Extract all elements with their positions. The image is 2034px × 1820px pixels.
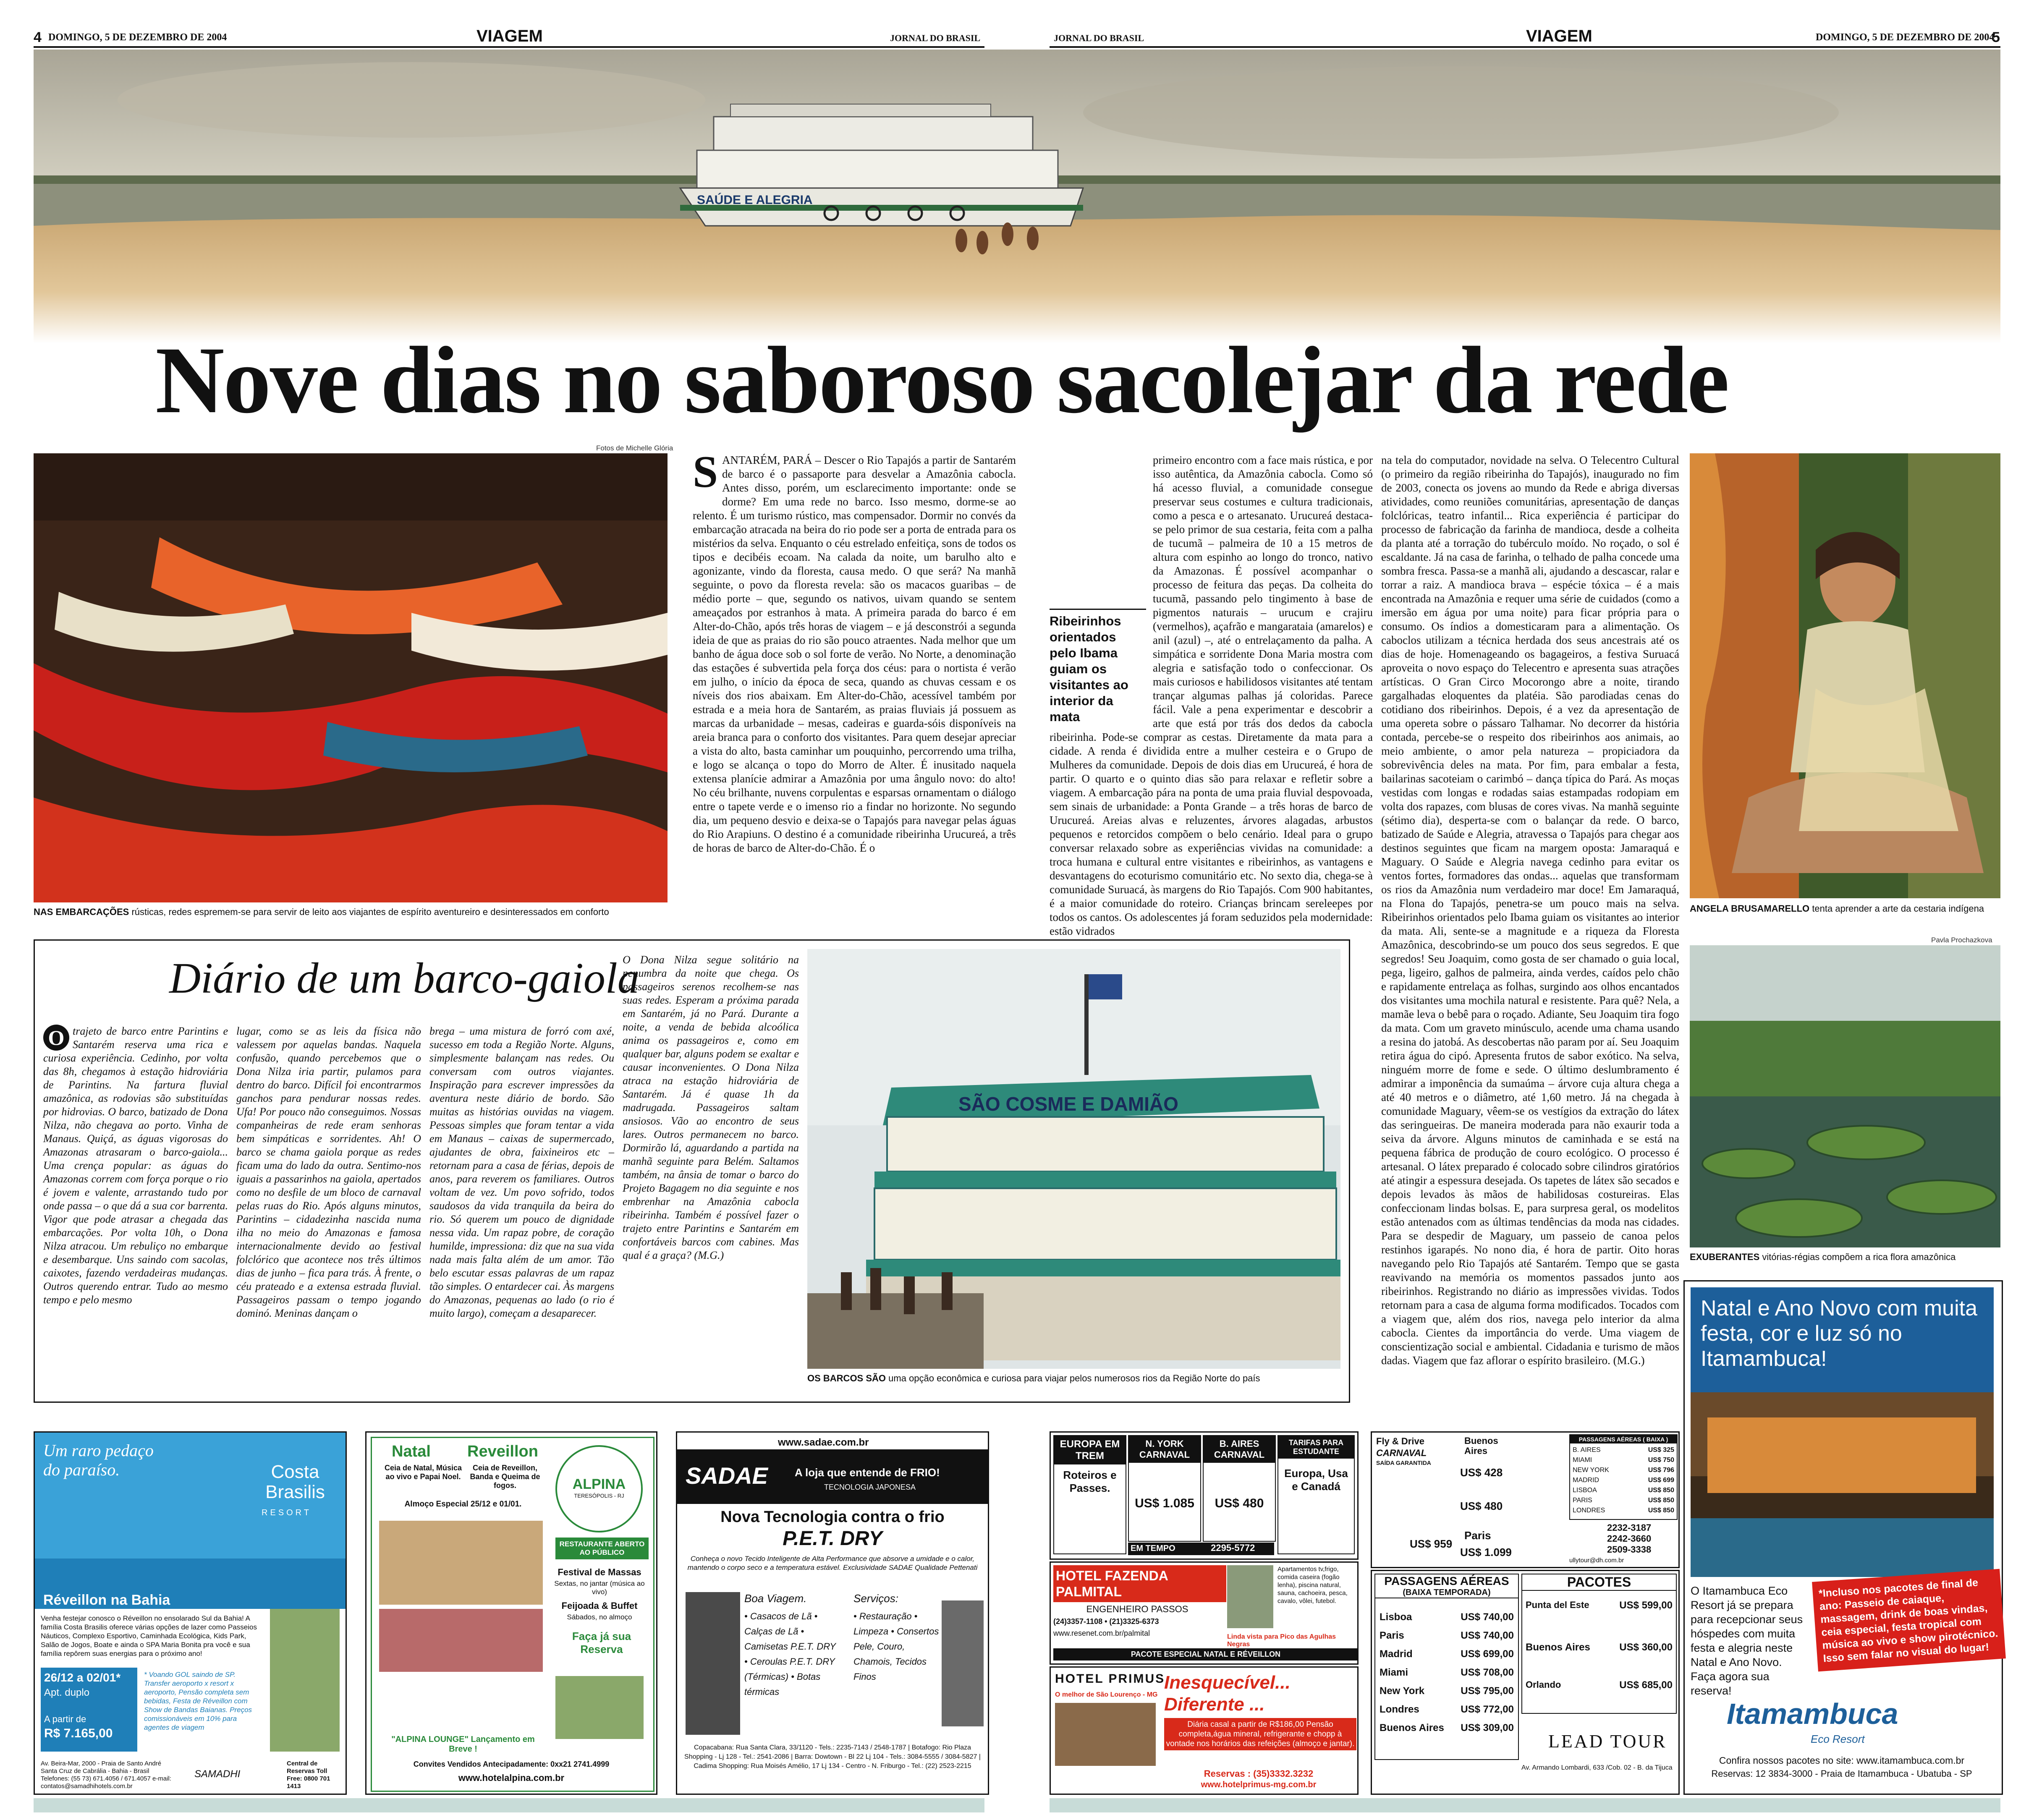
sadae-title: Nova Tecnologia contra o frio	[720, 1508, 945, 1526]
alpina-photo-1	[379, 1521, 543, 1605]
costa-reveillon: Réveillon na Bahia	[43, 1592, 170, 1608]
ad-palmital[interactable]	[1050, 1561, 1359, 1665]
ully-city: MIAMI	[1573, 1457, 1592, 1464]
caption-text: uma opção econômica e curiosa para viajar pelos numerosos rios da Região Norte do país	[888, 1373, 1260, 1383]
caption-hammocks	[34, 907, 672, 918]
lead-passagens-box	[1374, 1574, 1519, 1760]
itamambuca-banner	[1691, 1287, 1994, 1577]
caption-text: tenta aprender a arte da cestaria indígena	[1812, 903, 1984, 914]
page-number-left: 4	[34, 29, 42, 45]
ully-city: NEW YORK	[1573, 1467, 1609, 1474]
diario-text-3: brega – uma mistura de forró com axé, sucesso em toda a Região Norte. Alguns, simplesmente balançam nas redes. Ou conversam com outros viajantes. Inspiração para escrever impressões da aventura neste diário de bordo. São muitas as histórias ouvidas na viagem. Pessoas simples que foram tentar a vida em Manaus – caixas de supermercado, ajudantes de obra, faixineiros etc – retornam para a casa de férias, depois de anos, para reverem os familiares. Outros voltam de vez. Um povo sofrido, todos saudosos da vida tranquila da beira do rio. Só querem um pouco de dignidade nessa vida. Um rapaz pobre, de coração humilde, impressiona: diz que na sua vida nada mais falta além de um amor. Tão belo escutar essas palavras de um rapaz tão simples. O entardecer cai. Às margens do Amazonas, pequenas ao lado (o rio é muito largo), começam a desaparecer.	[429, 1025, 615, 1319]
article-text-1: ANTARÉM, PARÁ – Descer o Rio Tapajós a partir de Santarém de barco é o passaporte para desvelar a Amazônia cabocla. Antes disso, porém, um esclarecimento importante: onde se dorme? Em uma rede no barco. Isso mesmo, dorme-se ao relento. É um turismo rústico, mas compensador. Dormir no convés da embarcação atracada na beira do rio pode ser a porta de entrada para os mistérios da selva. Enquanto o céu estrelado enfeitiça, sons de todos os tipos e decibéis ecoam. Na calada da noite, um barulho alto e agonizante, vindo da floresta, causa medo. O que será? Na manhã seguinte, o povo da floresta revela: são os macacos guaribas – de médio porte – que, segundo os nativos, uivam quando se sentem ameaçados por estranhos à mata. A primeira parada do barco é em Alter-do-Chão, após três horas de viagem – e já desconstrói a segunda ideia de que as praias do rio são pouco atraentes. Nada melhor que um banho de água doce sob o sol forte de verão. No Norte, a denominação das estações é subvertida pela força dos céus: para o nortista é verão em julho, o início da época de seca, quando as chuvas cessam e os níveis dos rios abaixam. Em Alter-do-Chão, acessível também por estrada e a meia hora de Santarém, as praias fluviais já possuem as marcas da urbanidade – mesas, cadeiras e guarda-sóis disponíveis na areia branca para o conforto dos visitantes. Para quem desejar apreciar a vista do alto, basta caminhar um pouquinho, percorrendo uma trilha, e logo se alcança o topo do Morro de Alter. É inusitado naquela extensa planície admirar a Amazônia por uma ângulo novo: do alto! No céu brilhante, nuvens corpulentas e esparsas ornamentam o diálogo entre o tapete verde e o imenso rio a findar no horizonte. No segundo dia, um pequeno desvio e deixa-se o Tapajós para navegar pelas águas do Rio Arapiuns. O destino é a comunidade ribeirinha Urucureá, a três de horas de barco de Alter-do-Chão. É o	[693, 454, 1016, 854]
lead-price: US$ 772,00	[1461, 1704, 1514, 1715]
costa-central: Central de Reservas Toll Free: 0800 701 1413	[287, 1760, 330, 1790]
ully-price: US$ 850	[1648, 1507, 1674, 1514]
tarifas-baires: B. AIRES CARNAVAL	[1204, 1436, 1275, 1463]
sadae-model-photo-2	[942, 1600, 984, 1726]
boat-name: SAÚDE E ALEGRIA	[697, 193, 813, 207]
article-column-2	[1050, 453, 1373, 937]
lead-price: US$ 309,00	[1461, 1722, 1514, 1734]
sadae-brand: SADAE	[686, 1462, 768, 1489]
section-right: VIAGEM	[1526, 27, 1592, 45]
ully-prices	[1648, 1445, 1674, 1516]
sao-cosme-damiao-boat-image	[807, 949, 1340, 1369]
sadae-col2: • Restauração • Limpeza • Consertos Pele, Couro, Chamois, Tecidos Finos	[853, 1611, 939, 1682]
lead-city: Buenos Aires	[1380, 1722, 1444, 1734]
ad-sadae[interactable]	[676, 1431, 989, 1795]
primus-title: Inesquecível... Diferente ...	[1164, 1672, 1291, 1715]
alpina-photo-3	[555, 1676, 644, 1739]
alpina-feijoada: Feijoada & Buffet	[561, 1600, 638, 1611]
costa-slogan: Um raro pedaço do paraíso.	[43, 1441, 154, 1479]
footer-band-left	[34, 1798, 984, 1812]
diario-column-2	[236, 1025, 421, 1390]
alpina-convites: Convites Vendidos Antecipadamente: 0xx21 2741.4999	[413, 1760, 610, 1768]
itamambuca-site: Confira nossos pacotes no site: www.itamambuca.com.br	[1719, 1755, 1965, 1766]
ully-price: US$ 325	[1648, 1446, 1674, 1454]
lead-p1: Punta del Este	[1526, 1600, 1589, 1610]
tarifas-europa-box	[1053, 1435, 1126, 1554]
palmital-phones: (24)3357-1108 • (21)3325-6373	[1053, 1617, 1159, 1626]
costa-address: Av. Beira-Mar, 2000 - Praia de Santo André Santa Cruz de Cabrália - Bahia - Brasil Telefones: (55 73) 671.4056 / 671.4057 e-mail: contatos@samadhihotels.com.br	[41, 1760, 172, 1790]
article-text-2: primeiro encontro com a face mais rústica, e por isso autêntica, da Amazônia cabocla. Como só há acesso fluvial, a comunidade consegue preservar seus costumes e cultura tradicionais, como a pesca e o artesanato. Urucureá destaca-se pelo primor de sua cestaria, feita com a palha de tucumã – palmeira de 10 a 15 metros de altura com espinho ao longo do tronco, nativo da Amazonas. É possível acompanhar o processo de feitura das peças. Da colheita do tucumã, passando pelo tingimento à base de pigmentos naturais – urucum e crajiru (vermelhos), açafrão e mangarataia (amarelos) e anil (azul) –, até o entrelaçamento da palha. A simpática e sorridente Dona Maria mostra com alegria e satisfação todo o confeccionar. Os mais curiosos e habilidosos visitantes até tentam trançar algumas palhas já coloridas. Parece fácil. Vale a pena experimentar e descobrir a arte que está por trás dos dedos da cabocla ribeirinha. Pode-se comprar as cestas. Diretamente da mata para a cidade. A renda é dividida entre a mulher cesteira e o Grupo de Mulheres da comunidade. Depois de dois dias em Urucureá, é hora de partir. O quarto e o quinto dias são para relaxar e refletir sobre a viagem. A embarcação pára na ponta de uma praia fluvial despovoada, sem sinais de urbanidade: a Ponta Grande – a três horas de barco de Urucureá. Areias alvas e reluzentes, árvores alagadas, arbustos pequenos e retorcidos compõem o belo cenário. Ideal para o grupo conversar relaxado sobre as experiências vividas na comunidade: a troca humana e cultural entre visitantes e ribeirinhos, as vantagens e desvantagens do ecoturismo comunitário etc. No sexto dia, chega-se à comunidade Suruacá, às margens do Rio Tapajós. Com 900 habitantes, é a maior comunidade do roteiro. Crianças brincam sereleepes por todos os cantos. Os adolescentes já foram seduzidos pela modernidade: estão vidrados	[1050, 454, 1373, 937]
diario-text-1: trajeto de barco entre Parintins e Santarém reserva uma rica e curiosa experiência. Cedinho, por volta das 8h, chegamos à estação hidroviária de Parintins. Na fartura fluvial amazônica, as rodovias são substituídas por hidrovias. O barco, batizado de Dona Nilza, não chegava ao porto. Vinha de Manaus. Quiçá, as águas vigorosas do Amazonas atrasaram o barco-gaiola... Uma crença popular: as águas do Amazonas correm com força porque o rio é jovem e valente, arrastando tudo por onde passa – o que dá a sua cor barrenta. Vigor que pode atrasar a chegada das embarcações. Por volta 10h, o Dona Nilza atracou. Um rebuliço no embarque e desembarque. Uns saindo com sacolas, caixotes, fazendo verdadeiras mudanças. Outros querendo entrar. Tudo ao mesmo tempo e pelo mesmo	[43, 1025, 228, 1306]
photo-credit: Pavla Prochazkova	[1931, 936, 1992, 944]
itamambuca-sub: Eco Resort	[1811, 1733, 1865, 1745]
costa-sub: RESORT	[262, 1508, 312, 1517]
lead-price: US$ 740,00	[1461, 1611, 1514, 1623]
palmital-title: HOTEL FAZENDA PALMITAL	[1053, 1565, 1226, 1602]
lead-city: New York	[1380, 1685, 1425, 1697]
diario-text-2: lugar, como se as leis da física não valessem por aquelas bandas. Naquela confusão, quando percebemos que o Dona Nilza iria partir, pulamos para dentro do barco. Difícil foi encontrarmos ganchos para pendurar nossas redes. Ufa! Por pouco não conseguimos. Nossas companheiras de rede eram senhoras bem simpáticas e sorridentes. Ah! O barco se chama gaiola porque as redes ficam uma do lado da outra. Sentimo-nos iguais a passarinhos na gaiola, apertados como no desfile de um bloco de carnaval pelas ruas do Rio. Após alguns minutos, Parintins – cidadezinha nascida numa ilha no meio do Amazonas e famosa internacionalmente devido ao festival folclórico que acontece nos três últimos dias de junho – fica para trás. À frente, o céu prateado e a extensa estrada fluvial. Passageiros passam o tempo jogando dominó. Meninas dançam o	[236, 1025, 421, 1319]
ully-price4: US$ 1.099	[1460, 1546, 1512, 1559]
lead-cities	[1380, 1608, 1444, 1737]
costa-samadhi: SAMADHI	[194, 1768, 241, 1780]
paper-name-left: JORNAL DO BRASIL	[890, 33, 981, 43]
costa-price: R$ 7.165,00	[44, 1726, 113, 1740]
barco-gaiola-photo	[807, 949, 1340, 1369]
ad-ully-tour[interactable]	[1371, 1431, 1680, 1568]
caption-barco	[807, 1373, 1340, 1384]
lead-pacotes-box	[1521, 1574, 1677, 1714]
costa-voo: * Voando GOL saindo de SP. Transfer aeroporto x resort x aeroporto, Pensão completa sem bebidas, Festa de Réveillon com Show de Bandas Baianas. Preços comissionáveis em 10% para agentes de viagem	[144, 1671, 252, 1731]
primus-brand: HOTEL PRIMUS	[1055, 1672, 1165, 1686]
sadae-col2-title: Serviços:	[853, 1592, 898, 1605]
tarifas-roteiros: Roteiros e Passes.	[1063, 1469, 1117, 1494]
alpina-sub: TERESÓPOLIS - RJ	[574, 1493, 624, 1499]
tarifas-baires-box	[1203, 1435, 1276, 1542]
ully-price: US$ 850	[1648, 1487, 1674, 1494]
lead-prices	[1461, 1608, 1514, 1737]
ully-email: ullytour@dh.com.br	[1569, 1557, 1624, 1564]
caption-text: rústicas, redes espremem-se para servir de leito aos viajantes de espírito aventureiro e desinteressados em conforto	[131, 907, 609, 917]
lead-price: US$ 795,00	[1461, 1685, 1514, 1697]
header-rule-right	[1050, 46, 2000, 48]
primus-offer: Diária casal a partir de R$186,00 Pensão completa,água mineral, refrigerante e chopp à vontade nos horários das refeições (almoço e jantar).	[1164, 1718, 1356, 1750]
lead-address: Av. Armando Lombardi, 633 /Cob. 02 - B. da Tijuca	[1521, 1764, 1673, 1771]
sadae-lojas: Copacabana: Rua Santa Clara, 33/1120 - Tels.: 2235-7143 / 2548-1787 | Botafogo: Rio Plaza Shopping - Lj 128 - Tel.: 2541-2086 | Barra: Dowtown - Bl 22 Lj 104 - Tels.: 3084-5555 / 3084-5827 | Cadima Shopping: Rua Moisés Amélio, 17 Lj 134 - Centro - N. Friburgo - Tel.: (22) 2523-2215	[684, 1744, 981, 1770]
lead-brand: LEAD TOUR	[1548, 1731, 1667, 1752]
paper-name-right: JORNAL DO BRASIL	[1054, 33, 1144, 43]
ad-tarifas[interactable]	[1050, 1431, 1359, 1560]
ad-hotel-alpina[interactable]	[365, 1431, 657, 1795]
date-left: DOMINGO, 5 DE DEZEMBRO DE 2004	[48, 32, 227, 43]
lead-pacotes: PACOTES	[1522, 1574, 1676, 1591]
alpina-faca: Faça já sua Reserva	[572, 1630, 631, 1655]
costa-dates: 26/12 a 02/01*	[44, 1671, 121, 1684]
tarifas-estudante-box	[1277, 1435, 1355, 1554]
lead-price: US$ 699,00	[1461, 1648, 1514, 1660]
itamambuca-logo	[1727, 1697, 1898, 1731]
article-text-3: na tela do computador, novidade na selva. O Telecentro Cultural (o primeiro da região ribeirinha do Tapajós), inaugurado no fim de 2003, conecta os jovens ao mundo da Rede e abriga diversas atividades, como reuniões comunitárias, apresentação de danças folclóricas, teatro infantil... Rica experiência é participar do processo de fabricação da farinha de mandioca, desde a colheita da planta até a torração do tubérculo moído. No roçado, o sol é escaldante. Já na casa de farinha, o telhado de palha concede uma sombra fresca. Passa-se a manhã ali, ajudando a descascar, ralar e torrar a raiz. A mandioca brava – espécie tóxica – é a mais encontrada na Amazônia e requer uma série de cuidados (como a imersão em água por uma noite) para ficar própria para o consumo. Os índios a domesticaram para a alimentação. Os caboclos utilizam a técnica herdada dos seus ancestrais até os dias de hoje. Homenageando os bagageiros, a festiva Suruacá aproveita o novo espaço do Telecentro e apresenta suas atrações artísticas. O Gran Circo Mocorongo abre a noite, tirando gargalhadas eloquentes da platéia. São parodiadas cenas do cotidiano dos ribeirinhos. Depois, é a vez da apresentação de uma opereta sobre o pássaro Talhamar. No decorrer da história contada, percebe-se o respeito dos ribeirinhos aos animais, ao meio ambiente, o amor pela natureza – propiciadora da sobrevivência deles na mata. Por fim, para embalar a festa, bailarinas sacoteiam o carimbó – dança típica do Pará. As moças vestidas com longas e rodadas saias estampadas rodopiam em volta dos rapazes, com blusas de cores vivas. Na manhã seguinte (sétimo dia), desperta-se com o balançar da rede. O barco, batizado de Saúde e Alegria, atravessa o Tapajós para chegar aos destinos seguintes que ficam na margem oposta: Jamaraquá e Maguary. O Saúde e Alegria navega cedinho para evitar os ventos fortes, formadores das ondas... aquelas que transformam os rios da Amazônia num verdadeiro mar doce! Em Jamaraquá, na Flona do Tapajós, penetra-se um pouco mais na selva. Ribeirinhos orientados pelo Ibama guiam os visitantes ao interior da mata. Ali, sente-se a magnitude e a riqueza da Floresta Amazônica, descobrindo-se um pouco dos seus segredos. E que segredos! Seu Joaquim, como gosta de ser chamado o guia local, pega, ligeiro, galhos de palmeira, ainda verdes, caídos pelo chão e rapidamente entrelaça as folhas, surgindo aos olhos encantados dos visitantes uma mochila natural e resistente. Para quê? Nela, a mamãe leva o bebê para o roçado. Adiante, Seu Joaquim tira fogo da mata. Com um graveto minúsculo, acende uma chama usando a resina do jatobá. As descobertas não param por aí. Seu Joaquim retira água do cipó. Apresenta frutos de sabor exótico. Na selva, ninguém morre de fome e sede. O último deslumbramento é admirar a imponência da sumaúma – árvore cuja altura chega a até 40 metros e o diâmetro, até 1,60 metro. Já na chegada à comunidade Maguary, vêem-se os vestígios da extração do látex das seringueiras. De maneira moderada para não exaurir toda a seiva da árvore. Alguns minutos de caminhada e se está na pequena fábrica de produção de couro ecológico. O processo é artesanal. O látex preparado é colocado sobre cilindros giratórios até atingir a espessura desejada. Os tapetes de látex são secados e depois levados às mãos de habilidosas costureiras. Elas confeccionam lindas bolsas. E, para surpresa geral, os modelitos estão antenados com as últimas tendências da moda nas cidades. Para se despedir de Maguary, um passeio de canoa pelos restinhos igarapés. No nono dia, é hora de partir. Oito horas navegando pelo Rio Tapajós até Santarém. Tempo que se gasta reavivando na memória os momentos passados junto aos ribeirinhos. Registrando no diário as impressões vividas. Todos retornam para a casa de alguma forma modificados. Tocados com a viagem que, além dos rios, navega pelo interior da alma cabocla. Cientes da importância do verde. Uma viagem de conscientização social e ambiental. Cidadania e turismo de mãos dadas. Viagem que faz aflorar o espírito brasileiro. (M.G.)	[1381, 454, 1680, 1367]
date-right: DOMINGO, 5 DE DEZEMBRO DE 2004	[1816, 32, 1995, 43]
tarifas-estudante-sub: Europa, Usa e Canadá	[1284, 1467, 1348, 1493]
ully-city: LISBOA	[1573, 1487, 1597, 1494]
caption-lilies	[1690, 1252, 2000, 1263]
section-left: VIAGEM	[476, 27, 543, 45]
ully-price: US$ 850	[1648, 1497, 1674, 1504]
alpina-site: www.hotelalpina.com.br	[458, 1773, 565, 1783]
ully-carnaval: CARNAVAL	[1376, 1448, 1427, 1458]
page-number-right: 5	[1992, 29, 2000, 45]
sadae-tag: A loja que entende de FRIO!	[795, 1466, 940, 1479]
costa-photo-strip	[270, 1609, 340, 1752]
ully-city: PARIS	[1573, 1497, 1592, 1504]
ully-pass-title: PASSAGENS AÉREAS ( BAIXA )	[1570, 1435, 1677, 1443]
sadae-desc: Conheça o novo Tecido Inteligente de Alta Performance que absorve a umidade e o calor, mantendo o corpo seco e a temperatura estável. Exclusividade SADAE Qualidade Pettenati	[687, 1555, 978, 1572]
diario-column-1	[43, 1025, 228, 1390]
lead-pass-sub: (BAIXA TEMPORADA)	[1375, 1588, 1518, 1598]
lead-price: US$ 708,00	[1461, 1667, 1514, 1678]
lead-pass-title: PASSAGENS AÉREAS	[1384, 1574, 1509, 1587]
lead-p3-price: US$ 685,00	[1619, 1679, 1673, 1691]
diario-text-4: O Dona Nilza segue solitário na penumbra da noite que chega. Os passageiros serenos recolhem-se nas suas redes. Esperam a próxima parada em Santarém, já no Pará. Durante a noite, a venda de bebida alcoólica anima os passageiros e, como em qualquer bar, alguns podem se exaltar e causar inconvenientes. O Dona Nilza atraca na estação hidroviária de Santarém. Já é quase 1h da madrugada. Passageiros saltam ansiosos. Vão ao encontro de seus lares. Outros permanecem no barco. Dormirão lá, aguardando a partida na manhã seguinte para Belém. Saltamos também, na ânsia de tomar o barco do Projeto Bagagem no dia seguinte e nos embrenhar na Amazônia cabocla ribeirinha. Também é possível fazer o trajeto entre Parintins e Santarém em confortáveis barcos com cabines. Mas qual é a graça? (M.G.)	[623, 954, 799, 1261]
ully-price1: US$ 428	[1460, 1466, 1503, 1479]
sadae-model-photo	[686, 1592, 740, 1735]
footer-band-right	[1050, 1798, 2000, 1812]
alpina-photo-2	[379, 1609, 543, 1672]
lead-p2: Buenos Aires	[1526, 1642, 1590, 1653]
article-column-1	[693, 447, 1016, 915]
palmital-pacote: PACOTE ESPECIAL NATAL E RÉVEILLON	[1053, 1648, 1358, 1660]
sadae-site: www.sadae.com.br	[778, 1437, 869, 1448]
drop-cap: S	[693, 447, 718, 497]
ully-price3: US$ 959	[1410, 1538, 1453, 1550]
diario-column-4	[623, 953, 799, 1390]
ully-city: MADRID	[1573, 1477, 1599, 1484]
tarifas-europa: EUROPA EM TREM	[1054, 1436, 1126, 1464]
lead-city: Londres	[1380, 1704, 1419, 1715]
tarifas-nyork-price: US$ 1.085	[1135, 1496, 1194, 1510]
alpina-brand: ALPINA	[572, 1476, 626, 1492]
basket-weaver-photo	[1690, 453, 2000, 898]
costa-price-box	[41, 1668, 137, 1752]
tarifas-estudante: TARIFAS PARA ESTUDANTE	[1278, 1436, 1354, 1459]
alpina-rest: RESTAURANTE ABERTO AO PÚBLICO	[555, 1538, 649, 1559]
itamambuca-title: Natal e Ano Novo com muita festa, cor e luz só no Itamambuca!	[1701, 1296, 1977, 1371]
palmital-photo	[1227, 1565, 1273, 1628]
tarifas-baires-price: US$ 480	[1215, 1496, 1264, 1510]
ully-flydrive: Fly & Drive	[1376, 1436, 1424, 1446]
ully-price: US$ 699	[1648, 1477, 1674, 1484]
ully-price2: US$ 480	[1460, 1500, 1503, 1512]
sadae-col1-title: Boa Viagem.	[744, 1592, 807, 1605]
palmital-site: www.resenet.com.br/palmital	[1053, 1629, 1150, 1637]
header-rule-left	[34, 46, 984, 48]
pull-quote: Ribeirinhos orientados pelo Ibama guiam os visitantes ao interior da mata	[1050, 609, 1146, 725]
hammocks-photo	[34, 453, 668, 902]
palmital-vista: Linda vista para Pico das Agulhas Negras	[1227, 1633, 1336, 1648]
costa-from: A partir de	[44, 1714, 86, 1724]
alpina-logo	[555, 1445, 643, 1532]
caption-text: vitórias-régias compõem a rica flora amazônica	[1762, 1252, 1956, 1262]
photo-credit: Fotos de Michelle Glória	[596, 444, 673, 452]
itamambuca-body: O Itamambuca Eco Resort já se prepara para recepcionar seus hóspedes com muita festa e alegria neste Natal e Ano Novo. Faça agora sua reserva!	[1691, 1585, 1803, 1697]
resort-image	[1691, 1392, 1994, 1577]
ad-hotel-primus[interactable]	[1050, 1666, 1359, 1795]
diario-box	[34, 939, 1350, 1403]
alpina-lounge: "ALPINA LOUNGE" Lançamento em Breve !	[391, 1735, 535, 1754]
alpina-feijoada-sub: Sábados, no almoço	[567, 1613, 632, 1621]
caption-weaver	[1690, 903, 2000, 914]
itamambuca-reservas: Reservas: 12 3834-3000 - Praia de Itamambuca - Ubatuba - SP	[1711, 1768, 1972, 1779]
lead-city: Lisboa	[1380, 1611, 1412, 1623]
lead-p3: Orlando	[1526, 1679, 1561, 1690]
ully-saida: SAÍDA GARANTIDA	[1376, 1459, 1431, 1466]
lead-p2-price: US$ 360,00	[1619, 1642, 1673, 1653]
sadae-col1: • Casacos de Lã • Calças de Lã • Camisetas P.E.T. DRY • Ceroulas P.E.T. DRY (Térmicas) • Botas térmicas	[744, 1611, 836, 1697]
palmital-features: Apartamentos tv,frigo, comida caseira (fogão lenha), piscina natural, sauna, cachoeira, pesca, cavalo, vôlei, futebol.	[1277, 1566, 1348, 1605]
caption-lead: ANGELA BRUSAMARELLO	[1690, 903, 1810, 914]
diario-title: Diário de um barco-gaiola	[169, 954, 639, 1002]
ully-city: B. AIRES	[1573, 1446, 1601, 1454]
costa-room: Apt. duplo	[44, 1687, 90, 1698]
sadae-tec: TECNOLOGIA JAPONESA	[824, 1483, 916, 1491]
alpina-reveillon: Reveillon	[467, 1443, 538, 1460]
alpina-reveillon-text: Ceia de Reveillon, Banda e Queima de fogos.	[470, 1464, 540, 1490]
hammocks-image	[34, 453, 668, 902]
lead-city: Paris	[1380, 1630, 1404, 1641]
alpina-massas-sub: Sextas, no jantar (música ao vivo)	[554, 1579, 645, 1596]
boat-sign: SÃO COSME E DAMIÃO	[958, 1093, 1178, 1115]
lead-price: US$ 740,00	[1461, 1630, 1514, 1641]
primus-slogan: O melhor de São Lourenço - MG	[1055, 1691, 1158, 1698]
alpina-natal-text: Ceia de Natal, Música ao vivo e Papai Noel.	[384, 1464, 462, 1481]
caption-lead: EXUBERANTES	[1690, 1252, 1760, 1262]
ully-passagens-box	[1569, 1434, 1678, 1520]
sadae-pet: P.E.T. DRY	[783, 1527, 882, 1550]
ully-baires: Buenos Aires	[1464, 1436, 1498, 1456]
article-column-3	[1381, 453, 1679, 1431]
sadae-banner	[677, 1449, 988, 1504]
caption-lead: OS BARCOS SÃO	[807, 1373, 886, 1383]
costa-brand: Costa Brasilis	[265, 1462, 325, 1502]
alpina-natal: Natal	[392, 1443, 431, 1460]
tarifas-nyork-box	[1128, 1435, 1201, 1542]
ully-city: LONDRES	[1573, 1507, 1605, 1514]
headline: Nove dias no saboroso sacolejar da rede	[155, 327, 1728, 433]
primus-reservas: Reservas : (35)3332.3232	[1204, 1768, 1314, 1779]
diario-drop-cap-letter: O	[48, 1026, 65, 1049]
river-boat-beach-image	[34, 50, 2000, 343]
ad-lead-tour[interactable]	[1371, 1570, 1680, 1795]
ully-paris: Paris	[1464, 1529, 1491, 1542]
lead-city: Miami	[1380, 1667, 1408, 1678]
victoria-regia-image	[1690, 945, 2000, 1247]
alpina-almoco: Almoço Especial 25/12 e 01/01.	[404, 1500, 522, 1509]
tarifas-phone: 2295-5772	[1211, 1543, 1255, 1553]
lead-city: Madrid	[1380, 1648, 1413, 1660]
alpina-massas: Festival de Massas	[558, 1567, 641, 1577]
costa-body: Venha festejar conosco o Réveillon no ensolarado Sul da Bahia! A família Costa Brasilis oferece várias opções de lazer como Passeios Náuticos, Complexo Esportivo, Caminhada Ecológica, Kids Park, Salão de Jogos, Boate e ainda o SPA Maria Bonita pra você e sua família repôrem suas energias para o próximo ano!	[41, 1614, 257, 1658]
water-lilies-photo	[1690, 945, 2000, 1247]
caption-lead: NAS EMBARCAÇÕES	[34, 907, 129, 917]
lead-p1-price: US$ 599,00	[1619, 1600, 1673, 1611]
ad-costa-brasilis[interactable]	[34, 1431, 347, 1795]
primus-site: www.hotelprimus-mg.com.br	[1201, 1780, 1317, 1789]
ully-cities	[1573, 1445, 1609, 1516]
diario-column-3	[429, 1025, 614, 1390]
ully-price: US$ 750	[1648, 1457, 1674, 1464]
palmital-sub: ENGENHEIRO PASSOS	[1086, 1604, 1188, 1614]
hero-photo	[34, 50, 2000, 343]
ully-phones: 2232-3187 2242-3660 2509-3338	[1607, 1522, 1652, 1555]
tarifas-emtempo-bar	[1128, 1543, 1274, 1555]
ad-itamambuca[interactable]	[1683, 1280, 2003, 1795]
ully-price: US$ 796	[1648, 1467, 1674, 1474]
itamambuca-brand: Itamambuca	[1727, 1697, 1898, 1730]
itamambuca-promo: *Incluso nos pacotes de final de ano: Passeio de caiaque, massagem, drink de boas vindas, ceia especial, festa tropical com música ao vivo e show pirotécnico. Isso sem falar no visual do lugar!	[1812, 1569, 2006, 1672]
tarifas-emtempo: EM TEMPO	[1131, 1544, 1175, 1553]
primus-photo	[1055, 1703, 1156, 1766]
woman-weaving-image	[1690, 453, 2000, 898]
tarifas-nyork: N. YORK CARNAVAL	[1129, 1436, 1200, 1463]
